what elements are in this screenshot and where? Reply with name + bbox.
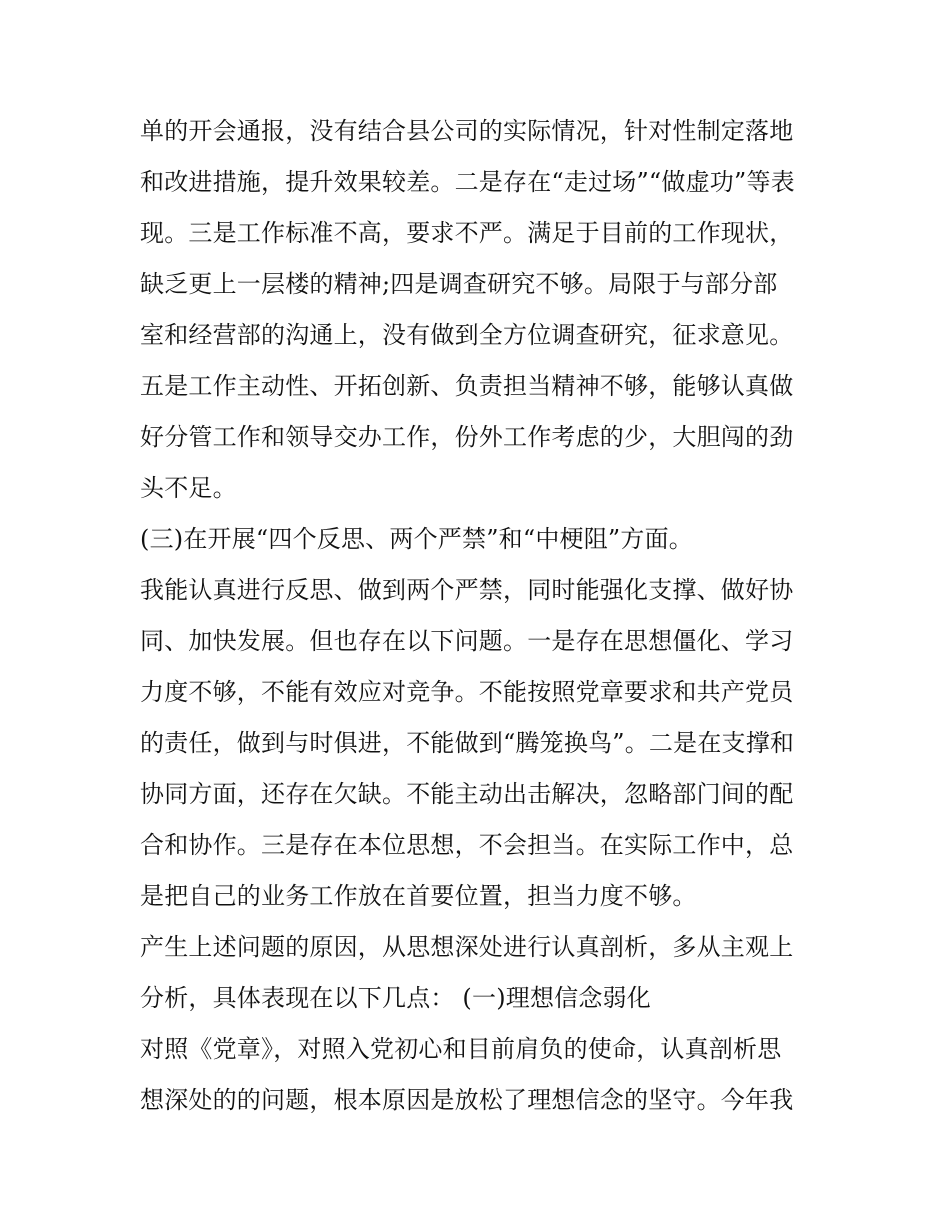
text-line: 分析，具体表现在以下几点： (一)理想信念弱化 <box>140 984 651 1012</box>
section-heading: (三)在开展“四个反思、两个严禁”和“中梗阻”方面。 <box>140 525 694 553</box>
text-line: 对照《党章》，对照入党初心和目前肩负的使命，认真剖析思 <box>140 1035 782 1063</box>
document-body <box>140 106 830 1126</box>
text-line: 缺乏更上一层楼的精神;四是调查研究不够。局限于与部分部 <box>140 270 778 298</box>
text-line: 和改进措施，提升效果较差。二是存在“走过场”“做虚功”等表 <box>140 168 795 196</box>
text-line: 是把自己的业务工作放在首要位置，担当力度不够。 <box>140 882 697 910</box>
text-line: 好分管工作和领导交办工作，份外工作考虑的少，大胆闯的劲 <box>140 423 794 451</box>
text-line: 头不足。 <box>140 474 237 502</box>
text-line: 合和协作。三是存在本位思想，不会担当。在实际工作中，总 <box>140 831 794 859</box>
text-line: 室和经营部的沟通上，没有做到全方位调查研究，征求意见。 <box>140 321 794 349</box>
text-line: 单的开会通报，没有结合县公司的实际情况，针对性制定落地 <box>140 117 794 145</box>
text-line: 我能认真进行反思、做到两个严禁，同时能强化支撑、做好协 <box>140 576 794 604</box>
text-line: 产生上述问题的原因，从思想深处进行认真剖析，多从主观上 <box>140 933 794 961</box>
text-line: 现。三是工作标准不高，要求不严。满足于目前的工作现状， <box>140 219 794 247</box>
text-line: 力度不够，不能有效应对竞争。不能按照党章要求和共产党员 <box>140 678 794 706</box>
text-line: 五是工作主动性、开拓创新、负责担当精神不够，能够认真做 <box>140 372 794 400</box>
text-line: 同、加快发展。但也存在以下问题。一是存在思想僵化、学习 <box>140 627 794 655</box>
text-line: 想深处的的问题，根本原因是放松了理想信念的坚守。今年我 <box>140 1086 794 1114</box>
text-line: 的责任，做到与时俱进，不能做到“腾笼换鸟”。二是在支撑和 <box>140 729 795 757</box>
text-line: 协同方面，还存在欠缺。不能主动出击解决，忽略部门间的配 <box>140 780 794 808</box>
